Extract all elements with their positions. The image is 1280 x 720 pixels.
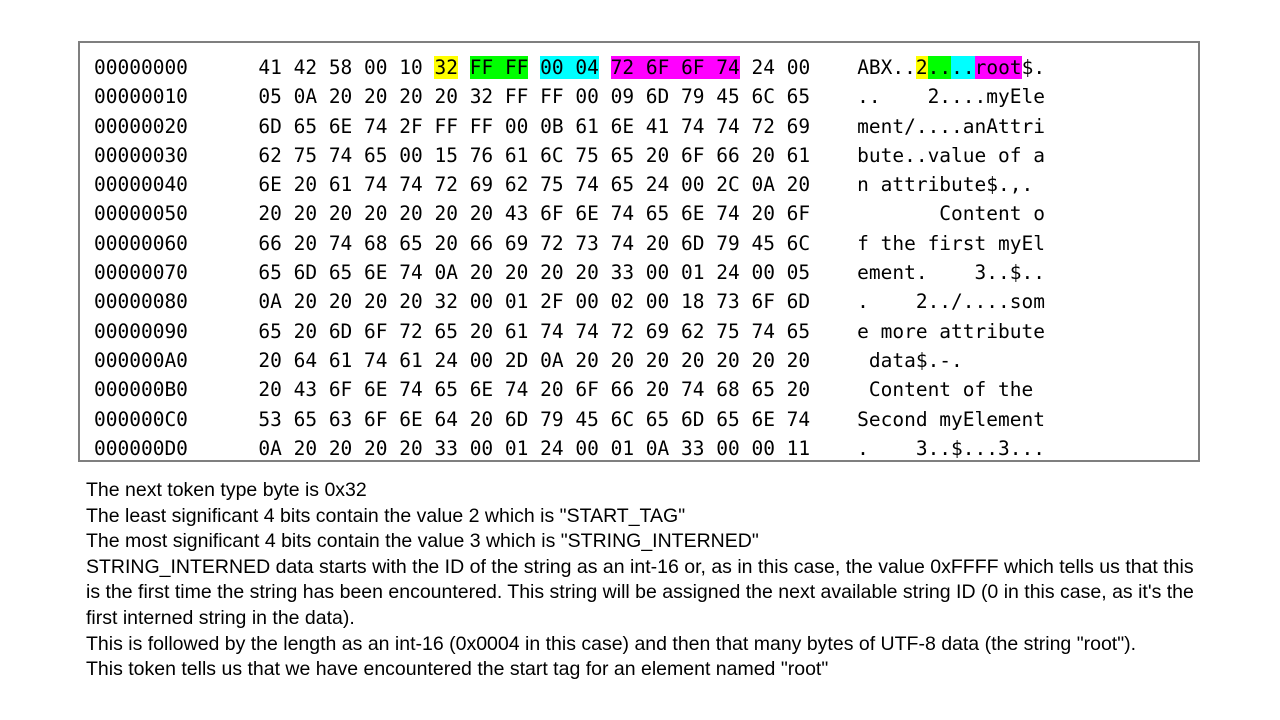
hex-dump-row (94, 112, 1198, 141)
hex-byte-group: 20 64 61 74 61 24 00 2D 0A 20 20 20 20 20 20 20 (258, 348, 811, 372)
hex-column-gap (188, 202, 258, 225)
ascii-group: Content of the (857, 378, 1045, 402)
hex-dump-panel (78, 41, 1200, 462)
hex-ascii-gap (810, 232, 857, 255)
hex-bytes-column (258, 261, 810, 284)
hex-ascii-column (857, 378, 1045, 401)
hex-bytes-column (258, 349, 810, 372)
hex-byte-group: 62 75 74 65 00 15 76 61 6C 75 65 20 6F 66 20 61 (258, 143, 811, 167)
hex-dump-row (94, 229, 1198, 258)
hex-ascii-column (857, 173, 1033, 196)
hex-offset-label: 00000000 (94, 56, 188, 79)
hex-byte-group (458, 56, 470, 79)
hex-offset-label: 00000080 (94, 290, 188, 314)
ascii-group-highlight-cyan: .. (951, 56, 975, 79)
ascii-group-highlight-magenta: root (974, 56, 1022, 79)
hex-dump-row (94, 405, 1198, 434)
explanation-line: This is followed by the length as an int-16 (0x0004 in this case) and then that many bytes of UTF-8 data (the string "root"). (86, 632, 1137, 655)
hex-byte-group: 24 00 (739, 56, 811, 79)
ascii-group: e more attribute (857, 319, 1045, 343)
hex-dump-row (94, 199, 1198, 228)
hex-dump-row (94, 287, 1198, 316)
hex-ascii-gap (810, 290, 857, 313)
hex-byte-group: 6E 20 61 74 74 72 69 62 75 74 65 24 00 2C 0A 20 (258, 173, 811, 197)
hex-byte-group: 66 20 74 68 65 20 66 69 72 73 74 20 6D 79 45 6C (258, 231, 811, 255)
hex-offset-label: 00000040 (94, 173, 188, 197)
hex-column-gap (188, 232, 258, 255)
hex-bytes-column (258, 232, 810, 255)
hex-offset-label: 00000090 (94, 319, 188, 343)
hex-offset-label: 00000010 (94, 85, 188, 109)
hex-ascii-column (857, 320, 1045, 343)
hex-byte-group (528, 56, 540, 79)
hex-column-gap (188, 290, 258, 313)
ascii-group: n attribute$.,. (857, 173, 1034, 197)
hex-offset-label: 000000D0 (94, 436, 188, 460)
hex-byte-group: 05 0A 20 20 20 20 32 FF FF 00 09 6D 79 45 6C 65 (258, 85, 811, 109)
hex-offset-label: 00000070 (94, 261, 188, 285)
hex-dump-row (94, 346, 1198, 375)
ascii-group: Content o (857, 202, 1045, 226)
hex-ascii-gap (810, 85, 857, 108)
hex-ascii-gap (810, 437, 857, 460)
hex-byte-group-highlight-green: FF FF (469, 56, 529, 79)
ascii-group: Second myElement (857, 407, 1045, 431)
explanation-text-block (86, 478, 1196, 683)
hex-ascii-gap (810, 378, 857, 401)
explanation-line: The next token type byte is 0x32 (86, 479, 367, 501)
ascii-group-highlight-yellow: 2 (915, 56, 928, 79)
hex-byte-group (599, 56, 611, 79)
hex-ascii-gap (810, 202, 857, 225)
hex-column-gap (188, 378, 258, 401)
ascii-group: .. 2....myEle (857, 85, 1045, 109)
hex-ascii-gap (810, 173, 857, 196)
hex-bytes-column (258, 115, 810, 138)
ascii-group: bute..value of a (857, 143, 1045, 167)
hex-bytes-column (258, 320, 810, 343)
hex-ascii-column (857, 290, 1045, 313)
hex-byte-group: 0A 20 20 20 20 33 00 01 24 00 01 0A 33 00 00 11 (258, 436, 811, 460)
hex-ascii-gap (810, 320, 857, 343)
hex-dump-row (94, 170, 1198, 199)
hex-offset-label: 000000A0 (94, 348, 188, 372)
hex-byte-group: 20 43 6F 6E 74 65 6E 74 20 6F 66 20 74 68 65 20 (258, 378, 811, 402)
hex-column-gap (188, 56, 258, 79)
hex-column-gap (188, 261, 258, 284)
hex-dump-row (94, 375, 1198, 404)
hex-byte-group: 41 42 58 00 10 (258, 56, 435, 79)
hex-ascii-column (857, 202, 1045, 225)
hex-byte-group-highlight-cyan: 00 04 (540, 56, 599, 79)
hex-bytes-column (258, 437, 810, 460)
hex-column-gap (188, 85, 258, 108)
hex-column-gap (188, 173, 258, 196)
hex-offset-label: 000000B0 (94, 378, 188, 402)
hex-ascii-column (857, 408, 1045, 431)
hex-offset-label: 00000030 (94, 143, 188, 167)
ascii-group: $. (1021, 56, 1046, 79)
hex-dump-row (94, 53, 1198, 82)
hex-bytes-column (258, 202, 810, 225)
hex-offset-label: 00000060 (94, 231, 188, 255)
hex-dump-row (94, 141, 1198, 170)
explanation-line: STRING_INTERNED data starts with the ID of the string as an int-16 or, as in this case, the value 0xFFFF which tells us that this is the first time the string has been encountered. This string will be assigned the next available string ID (0 in this case, as it's the first interned string in the data). (86, 555, 1194, 629)
hex-bytes-column (258, 173, 810, 196)
hex-column-gap (188, 408, 258, 431)
hex-dump-row (94, 434, 1198, 462)
explanation-line: The most significant 4 bits contain the value 3 which is "STRING_INTERNED" (86, 530, 759, 553)
hex-ascii-column (857, 232, 1045, 255)
hex-bytes-column (258, 85, 810, 108)
hex-byte-group-highlight-magenta: 72 6F 6F 74 (610, 56, 740, 79)
hex-column-gap (188, 349, 258, 372)
hex-byte-group: 65 6D 65 6E 74 0A 20 20 20 20 33 00 01 24 00 05 (258, 261, 811, 285)
hex-ascii-gap (810, 349, 857, 372)
ascii-group: ment/....anAttri (857, 114, 1045, 138)
hex-column-gap (188, 437, 258, 460)
hex-byte-group: 53 65 63 6F 6E 64 20 6D 79 45 6C 65 6D 65 6E 74 (258, 407, 811, 431)
hex-offset-label: 00000050 (94, 202, 188, 226)
hex-bytes-column (258, 378, 810, 401)
ascii-group: f the first myEl (857, 231, 1045, 255)
hex-byte-group: 0A 20 20 20 20 32 00 01 2F 00 02 00 18 73 6F 6D (258, 290, 811, 314)
hex-bytes-column (258, 408, 810, 431)
hex-column-gap (188, 115, 258, 138)
hex-ascii-gap (810, 144, 857, 167)
hex-ascii-column (857, 144, 1045, 167)
ascii-group-highlight-green: .. (927, 56, 952, 79)
hex-offset-label: 000000C0 (94, 407, 188, 431)
ascii-group: ABX.. (857, 56, 916, 79)
hex-dump-rows (80, 43, 1198, 462)
hex-byte-group-highlight-yellow: 32 (434, 56, 458, 79)
hex-ascii-gap (810, 408, 857, 431)
hex-ascii-gap (810, 115, 857, 138)
ascii-group: ement. 3..$.. (857, 261, 1045, 285)
hex-bytes-column (258, 56, 810, 79)
hex-dump-row (94, 258, 1198, 287)
hex-ascii-gap (810, 261, 857, 284)
hex-ascii-column (857, 115, 1045, 138)
explanation-line: The least significant 4 bits contain the value 2 which is "START_TAG" (86, 504, 686, 527)
hex-ascii-column (857, 85, 1045, 108)
hex-dump-row (94, 317, 1198, 346)
hex-ascii-gap (810, 56, 857, 79)
explanation-line: This token tells us that we have encountered the start tag for an element named "root" (86, 658, 829, 681)
hex-bytes-column (258, 290, 810, 313)
hex-byte-group: 20 20 20 20 20 20 20 43 6F 6E 74 65 6E 74 20 6F (258, 202, 811, 226)
hex-dump-row (94, 82, 1198, 111)
hex-offset-label: 00000020 (94, 114, 188, 138)
hex-ascii-column (857, 437, 1045, 460)
hex-column-gap (188, 320, 258, 343)
hex-byte-group: 6D 65 6E 74 2F FF FF 00 0B 61 6E 41 74 74 72 69 (258, 114, 811, 138)
ascii-group: . 2../....som (857, 290, 1045, 314)
hex-ascii-column (857, 261, 1045, 284)
ascii-group: data$.-. (857, 348, 963, 372)
hex-column-gap (188, 144, 258, 167)
hex-ascii-column (857, 349, 963, 372)
ascii-group: . 3..$...3... (857, 436, 1045, 460)
hex-ascii-column (857, 56, 1045, 79)
hex-bytes-column (258, 144, 810, 167)
hex-byte-group: 65 20 6D 6F 72 65 20 61 74 74 72 69 62 75 74 65 (258, 319, 811, 343)
